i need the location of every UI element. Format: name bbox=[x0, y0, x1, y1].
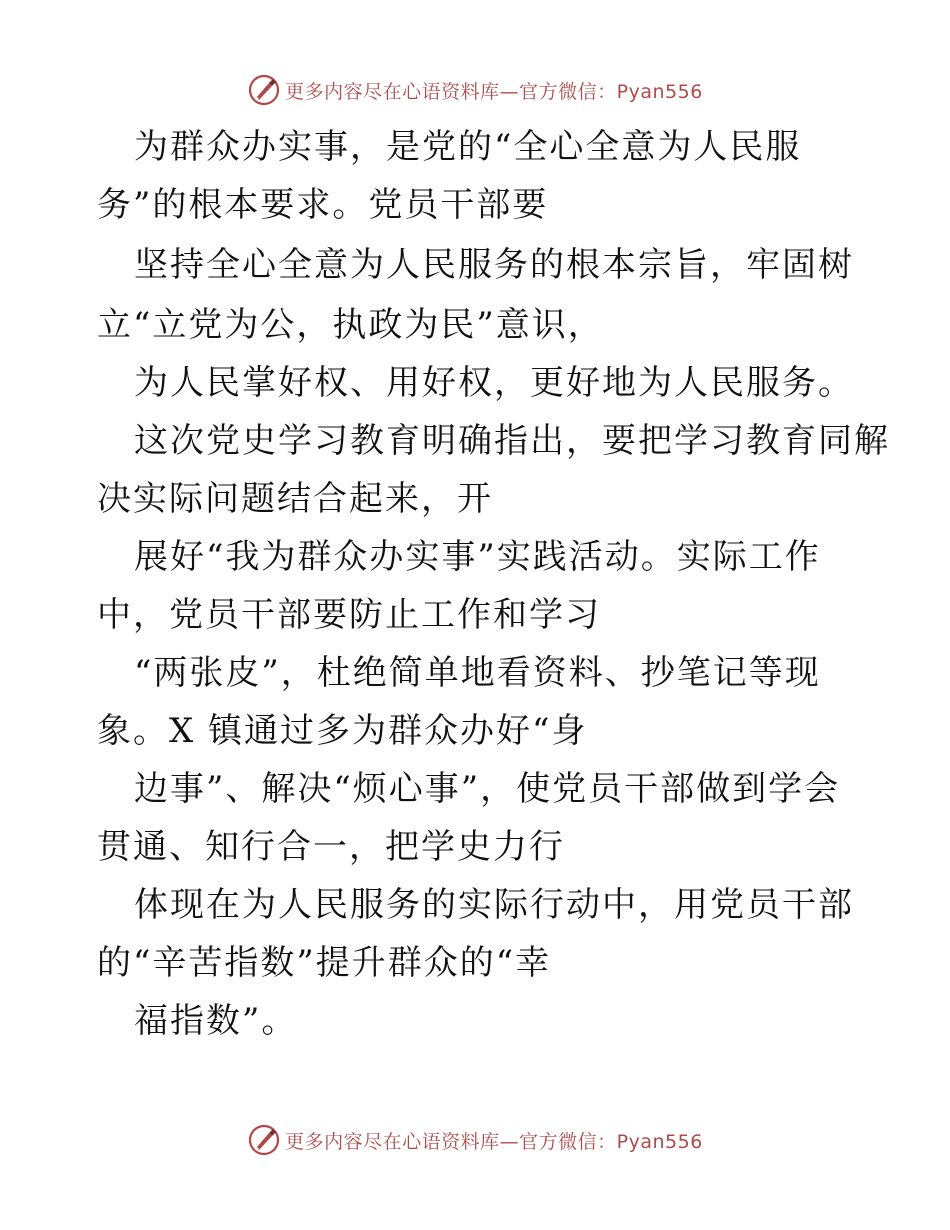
paragraph-line: 中，党员干部要防止工作和学习 bbox=[97, 595, 601, 635]
paragraph-line: 福指数”。 bbox=[134, 1001, 298, 1041]
paragraph-line: 的“辛苦指数”提升群众的“幸 bbox=[97, 943, 552, 983]
paragraph-line: 边事”、解决“烦心事”，使党员干部做到学会 bbox=[134, 769, 841, 809]
paragraph-line: 决实际问题结合起来，开 bbox=[97, 479, 493, 519]
paragraph-line: 为群众办实事，是党的“全心全意为人民服 bbox=[134, 127, 802, 167]
pen-logo-icon bbox=[247, 73, 281, 107]
paragraph-line: 立“立党为公，执政为民”意识， bbox=[97, 305, 604, 345]
paragraph-line: 贯通、知行合一，把学史力行 bbox=[97, 827, 565, 867]
header-watermark bbox=[0, 70, 950, 110]
paragraph-line: 务”的根本要求。党员干部要 bbox=[97, 185, 549, 225]
paragraph-line: “两张皮”，杜绝简单地看资料、抄笔记等现 bbox=[134, 653, 821, 693]
pen-logo-icon bbox=[247, 1123, 281, 1157]
paragraph-line: 体现在为人民服务的实际行动中，用党员干部 bbox=[134, 885, 854, 925]
watermark-text: 更多内容尽在心语资料库—官方微信：Pyan556 bbox=[285, 1130, 703, 1153]
footer-watermark bbox=[0, 1120, 950, 1160]
paragraph-line: 为人民掌好权、用好权，更好地为人民服务。 bbox=[134, 363, 854, 403]
watermark-text: 更多内容尽在心语资料库—官方微信：Pyan556 bbox=[285, 80, 703, 103]
paragraph-line: 象。X 镇通过多为群众办好“身 bbox=[97, 711, 588, 751]
paragraph-line: 坚持全心全意为人民服务的根本宗旨，牢固树 bbox=[134, 245, 854, 285]
paragraph-line: 展好“我为群众办实事”实践活动。实际工作 bbox=[134, 537, 821, 577]
paragraph-line: 这次党史学习教育明确指出，要把学习教育同解 bbox=[134, 421, 890, 461]
